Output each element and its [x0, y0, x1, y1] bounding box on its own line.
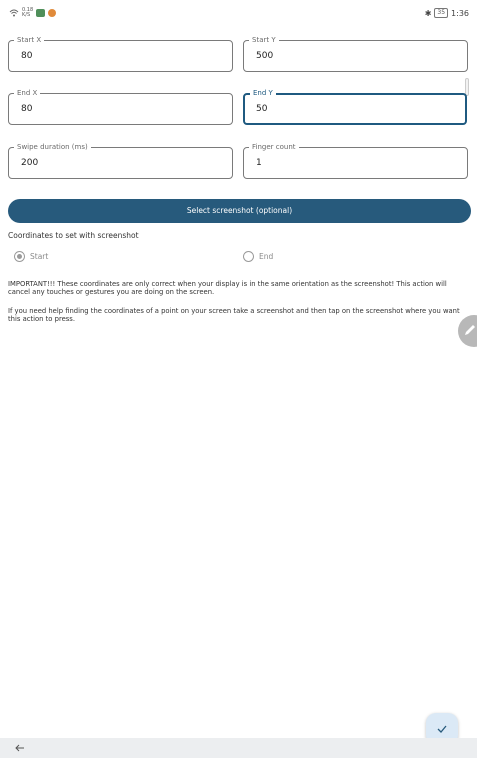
- check-icon: [436, 723, 448, 735]
- finger-count-field[interactable]: [243, 143, 468, 179]
- wifi-icon: [9, 9, 19, 17]
- help-text: If you need help finding the coordinates of a point on your screen take a screenshot and then tap on the screenshot where you want this action to press.: [8, 307, 460, 323]
- coordinates-section-label: Coordinates to set with screenshot: [8, 231, 139, 240]
- back-arrow-icon[interactable]: [14, 741, 26, 755]
- swipe-duration-value: 200: [21, 158, 39, 168]
- end-y-field[interactable]: [243, 89, 467, 125]
- end-y-label: End Y: [250, 88, 276, 98]
- bluetooth-icon: ✱: [424, 8, 432, 18]
- end-y-value: 50: [256, 104, 268, 114]
- status-bar: [0, 0, 477, 28]
- status-left-icons: [9, 8, 56, 18]
- end-x-value: 80: [21, 104, 33, 114]
- start-y-label: Start Y: [249, 35, 279, 45]
- radio-start[interactable]: [14, 251, 48, 262]
- radio-end[interactable]: [243, 251, 273, 262]
- battery-icon: 35: [434, 8, 448, 18]
- edit-fab[interactable]: [458, 315, 477, 347]
- finger-count-value: 1: [256, 158, 262, 168]
- start-x-label: Start X: [14, 35, 44, 45]
- end-x-label: End X: [14, 88, 40, 98]
- start-y-value: 500: [256, 51, 274, 61]
- swipe-duration-field[interactable]: [8, 143, 233, 179]
- start-y-field[interactable]: [243, 36, 468, 72]
- status-right-icons: [425, 8, 469, 18]
- app-notification-icon: [36, 9, 45, 17]
- radio-end-circle[interactable]: [243, 251, 254, 262]
- radio-start-circle[interactable]: [14, 251, 25, 262]
- app-notification-icon-2: [48, 9, 56, 17]
- important-notice-text: IMPORTANT!!! These coordinates are only correct when your display is in the same orientation as the screenshot! This action will cancel any touches or gestures you are doing on the screen.: [8, 280, 447, 296]
- start-x-field[interactable]: [8, 36, 233, 72]
- clock-text: 1:36: [451, 8, 469, 18]
- select-screenshot-button[interactable]: Select screenshot (optional): [8, 199, 471, 223]
- end-x-field[interactable]: [8, 89, 233, 125]
- navigation-bar: [0, 738, 477, 758]
- network-speed-text: 0.18 K/S: [22, 7, 34, 18]
- swipe-duration-label: Swipe duration (ms): [14, 142, 91, 152]
- finger-count-label: Finger count: [249, 142, 299, 152]
- radio-start-label: Start: [30, 252, 49, 261]
- pencil-icon: [463, 323, 477, 337]
- start-x-value: 80: [21, 51, 33, 61]
- radio-end-label: End: [259, 252, 274, 261]
